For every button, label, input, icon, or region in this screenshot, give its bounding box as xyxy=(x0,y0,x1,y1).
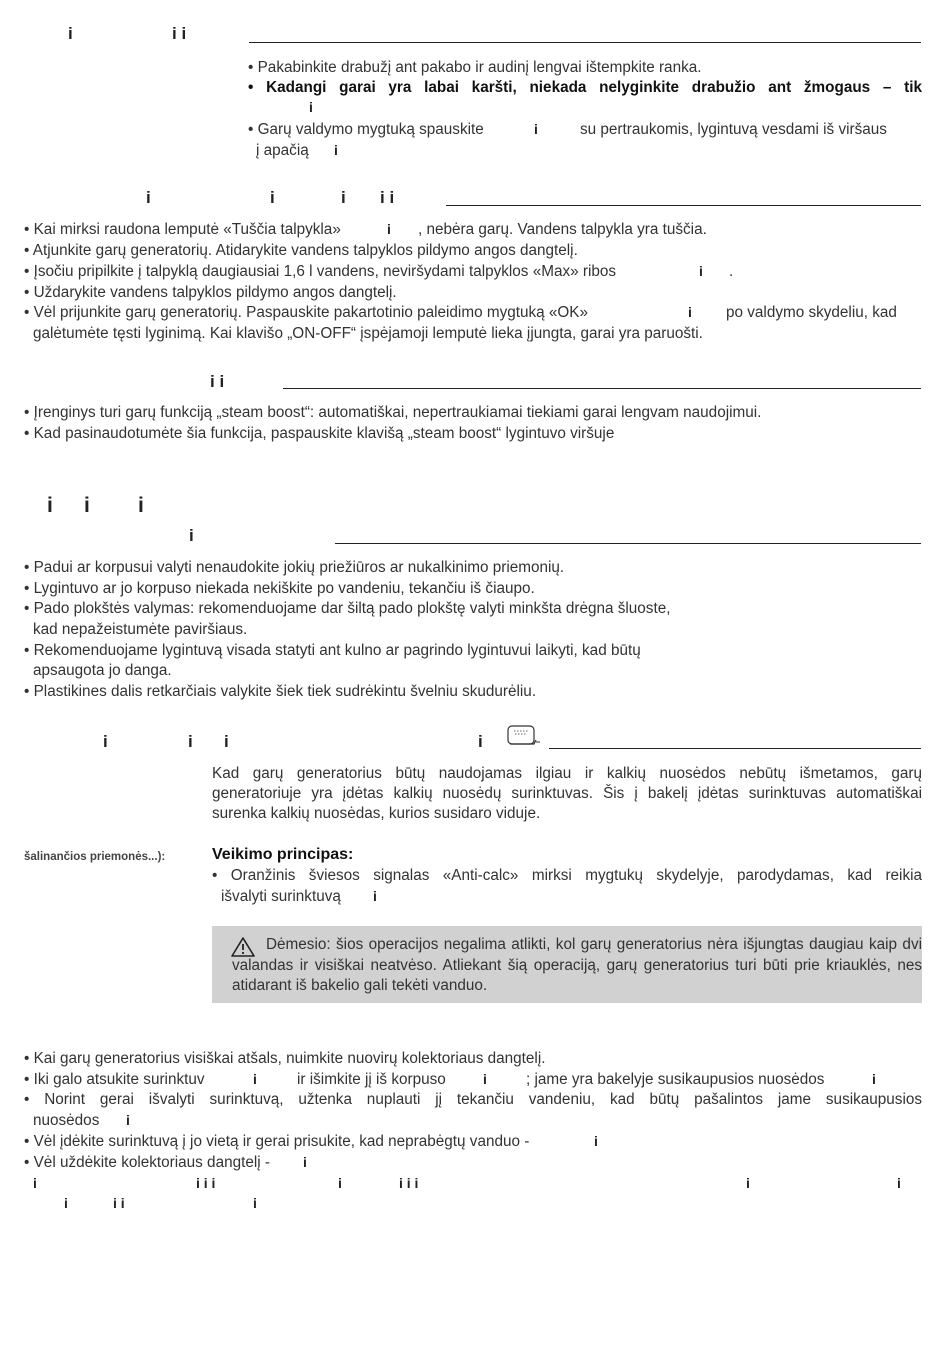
section-rule xyxy=(249,42,921,43)
bullet-item: • Pado plokštės valymas: rekomenduojame dar šiltą pado plokštę valyti minkšta drėgna šluoste, xyxy=(24,600,671,617)
principle-title: Veikimo principas: xyxy=(212,846,354,863)
bullet-item: • Garų valdymo mygtuką spauskite xyxy=(248,121,484,138)
steam-iron-icon xyxy=(506,724,540,750)
intro-line: surenka kalkių nuosėdas, kurios susidaro viduje. xyxy=(212,805,541,822)
glyph-fragment: i xyxy=(253,1071,257,1087)
trailing-fragment: i i i xyxy=(196,1175,216,1191)
bullet-text: kad nepažeistumėte paviršiaus. xyxy=(33,621,248,638)
bullet-item: • Įrenginys turi garų funkciją „steam boost“: automatiškai, nepertraukiamai tiekiami garai lengvam naudojimui. xyxy=(24,404,762,421)
heading-fragment: i xyxy=(103,732,108,751)
trailing-fragment: i xyxy=(897,1175,901,1191)
principle-line: išvalyti surinktuvą xyxy=(221,888,341,905)
bullet-item-warning: • Kadangi garai yra labai karšti, niekada nelyginkite drabužio ant žmogaus – tik xyxy=(248,79,922,96)
step-text: nuosėdos xyxy=(33,1112,100,1129)
bullet-item: • Pakabinkite drabužį ant pakabo ir audinį lengvai ištempkite ranka. xyxy=(248,59,702,76)
heading-fragment: i xyxy=(68,24,73,43)
glyph-fragment: i xyxy=(309,99,313,115)
heading-fragment: i xyxy=(146,188,151,207)
glyph-fragment: i xyxy=(334,142,338,158)
heading-fragment: i xyxy=(478,732,483,751)
glyph-fragment: i xyxy=(387,221,391,237)
heading-fragment: i xyxy=(270,188,275,207)
heading-fragment: i i xyxy=(210,372,225,391)
heading-fragment: i i xyxy=(380,188,395,207)
glyph-fragment: i xyxy=(534,121,538,137)
trailing-fragment: i xyxy=(64,1195,68,1211)
section-rule xyxy=(549,748,921,749)
bullet-item: • Padui ar korpusui valyti nenaudokite jokių priežiūros ar nukalkinimo priemonių. xyxy=(24,559,565,576)
step-text: ; jame yra bakelyje susikaupusios nuosėdos xyxy=(526,1071,825,1088)
heading-fragment: i xyxy=(224,732,229,751)
glyph-fragment: i xyxy=(699,263,703,279)
bullet-item: • Plastikines dalis retkarčiais valykite šiek tiek sudrėkintu švelniu skudurėliu. xyxy=(24,683,537,700)
heading-fragment: i xyxy=(188,732,193,751)
step-item: • Vėl įdėkite surinktuvą į jo vietą ir gerai prisukite, kad neprabėgtų vanduo - xyxy=(24,1133,530,1150)
chapter-fragment: i xyxy=(47,494,53,517)
bullet-item: • Įsočiu pripilkite į talpyklą daugiausiai 1,6 l vandens, neviršydami talpyklos «Max» ribos xyxy=(24,263,617,280)
bullet-text: apsaugota jo danga. xyxy=(33,662,172,679)
trailing-fragment: i xyxy=(253,1195,257,1211)
side-label: šalinančios priemonės...): xyxy=(24,851,166,863)
section-rule xyxy=(446,205,921,206)
step-item: • Vėl uždėkite kolektoriaus dangtelį - xyxy=(24,1154,270,1171)
step-item: • Norint gerai išvalyti surinktuvą, užtenka nuplauti jį tekančiu vandeniu, kad būtų pašalintos jame susikaupusios xyxy=(24,1091,922,1108)
trailing-fragment: i xyxy=(33,1175,37,1191)
section-rule xyxy=(283,388,921,389)
glyph-fragment: i xyxy=(303,1154,307,1170)
glyph-fragment: i xyxy=(483,1071,487,1087)
section-rule xyxy=(335,543,921,544)
step-item: • Iki galo atsukite surinktuv xyxy=(24,1071,205,1088)
bullet-item: • Lygintuvo ar jo korpuso niekada nekiškite po vandeniu, tekančiu iš čiaupo. xyxy=(24,580,535,597)
glyph-fragment: i xyxy=(594,1133,598,1149)
trailing-fragment: i xyxy=(746,1175,750,1191)
step-text: ir išimkite jį iš korpuso xyxy=(297,1071,446,1088)
warning-box xyxy=(212,926,922,1003)
trailing-fragment: i i xyxy=(113,1195,125,1211)
heading-fragment: i i xyxy=(172,24,187,43)
bullet-text: po valdymo skydeliu, kad xyxy=(726,304,897,321)
heading-fragment: i xyxy=(341,188,346,207)
chapter-fragment: i xyxy=(138,494,144,517)
glyph-fragment: i xyxy=(126,1112,130,1128)
bullet-item: • Atjunkite garų generatorių. Atidarykite vandens talpyklos pildymo angos dangtelį. xyxy=(24,242,578,259)
warning-text: Dėmesio: šios operacijos negalima atlikti, kol garų generatorius nėra išjungtas daugiau kaip dvi valandas ir visiškai neatvėso. Atliekant šią operaciją, garų generatorius turi būti prie kriauklės, nes atidarant iš bakelio gali tekėti vanduo. xyxy=(232,936,922,994)
bullet-text: . xyxy=(729,263,734,280)
bullet-item: • Uždarykite vandens talpyklos pildymo angos dangtelį. xyxy=(24,284,397,301)
glyph-fragment: i xyxy=(373,888,377,904)
bullet-item: • Rekomenduojame lygintuvą visada statyti ant kulno ar pagrindo lygintuvui laikyti, kad būtų xyxy=(24,642,641,659)
bullet-item: • Kad pasinaudotumėte šia funkcija, paspauskite klavišą „steam boost“ lygintuvo viršuje xyxy=(24,425,615,442)
principle-line: • Oranžinis šviesos signalas «Anti-calc» mirksi mygtukų skydelyje, parodydamas, kad reikia xyxy=(212,867,922,884)
trailing-fragment: i i i xyxy=(399,1175,419,1191)
step-item: • Kai garų generatorius visiškai atšals, nuimkite nuovirų kolektoriaus dangtelį. xyxy=(24,1050,546,1067)
intro-line: generatoriuje yra įdėtas kalkių nuosėdų surinktuvas. Šis į bakelį įdėtas surinktuvas automatiškai xyxy=(212,785,922,802)
bullet-text: su pertraukomis, lygintuvą vesdami iš viršaus xyxy=(580,121,887,138)
chapter-fragment: i xyxy=(84,494,90,517)
trailing-fragment: i xyxy=(338,1175,342,1191)
intro-line: Kad garų generatorius būtų naudojamas ilgiau ir kalkių nuosėdos nebūtų išmetamos, garų xyxy=(212,765,922,782)
bullet-item: • Kai mirksi raudona lemputė «Tuščia talpykla» xyxy=(24,221,341,238)
bullet-text: galėtumėte tęsti lyginimą. Kai klavišo „ON-OFF“ įspėjamoji lemputė lieka įjungta, garai yra paruošti. xyxy=(33,325,703,342)
bullet-item: • Vėl prijunkite garų generatorių. Paspauskite pakartotinio paleidimo mygtuką «OK» xyxy=(24,304,589,321)
glyph-fragment: i xyxy=(872,1071,876,1087)
glyph-fragment: i xyxy=(688,304,692,320)
bullet-text: į apačią xyxy=(256,142,309,159)
heading-fragment: i xyxy=(189,526,194,545)
bullet-text: , nebėra garų. Vandens talpykla yra tuščia. xyxy=(418,221,707,238)
